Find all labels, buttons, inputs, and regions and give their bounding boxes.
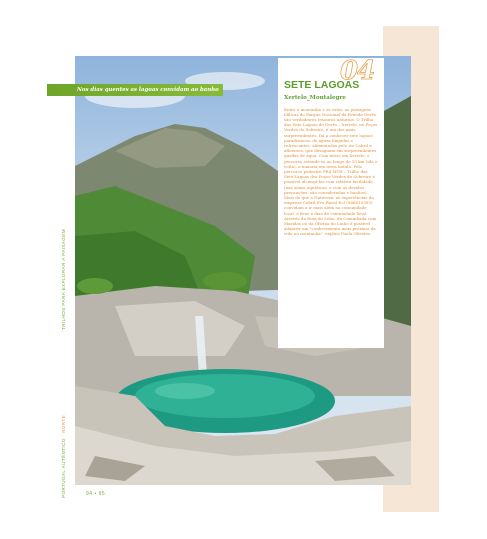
- section-label-top: [61, 229, 66, 330]
- section-label-sep: ·: [61, 432, 66, 439]
- article-box: [278, 58, 384, 348]
- photo-caption: Nos dias quentes as lagoas convidam ao banho: [77, 87, 219, 93]
- page-numbers: 94 • 95: [86, 491, 106, 497]
- photo-caption-banner: [47, 84, 223, 96]
- section-label-main: PORTUGAL AUTÊNTICO: [61, 438, 66, 498]
- section-label-bottom: [61, 415, 66, 498]
- article-title: SETE LAGOAS: [284, 79, 360, 91]
- section-label-top-text: TRILHOS PARA EXPLORAR A PAISAGEM: [61, 229, 66, 330]
- section-label-region: NORTE: [61, 414, 66, 433]
- article-number: 04: [340, 56, 375, 86]
- article-location: Xertelo_Montalegre: [284, 94, 346, 101]
- article-paragraph: Entre a montanha e os vales, as paisagens idílicas do Parque Nacional da Peneda-Gerês são verdadeiros tesouros naturais. O Trilho das Sete Lagoas do Gerês – Xertelo, no Poços Verdes do Sobreiro, é um dos mais surpreendentes. Dá a conhecer sete lagoas paradisíacas, de águas límpidas e refrescantes, alimentadas pelo rio Cabril e afluentes, que desaguam em surpreendentes quedas de água. Com início em Xertelo, o percurso estende-se ao longo de 10 km (ida e volta), a maioria em terra batida. Pelo percurso pedestre PR4 MTR – Trilho das Sete Lagoas dos Poços Verdes do Sobreiro é possível alcançá-las com relativa facilidade (nas zonas aquáticas, e com os devidos precauções, são consideradas e banhos).: [284, 106, 378, 195]
- article-paragraph: Mais do que a Natureza, as experiências da empresa Cabril Eco Rural Ecl (966613393) convidam a ir mais além na comunidade local, a ficar a dias da comunidade local. Através da Rota do Lobo, da Caminhada com Maridas ou da Oficina do Linho é possível adquirir um "conhecimento mais próximo da vida na montanha", explica Paula Oliveira.: [284, 195, 377, 237]
